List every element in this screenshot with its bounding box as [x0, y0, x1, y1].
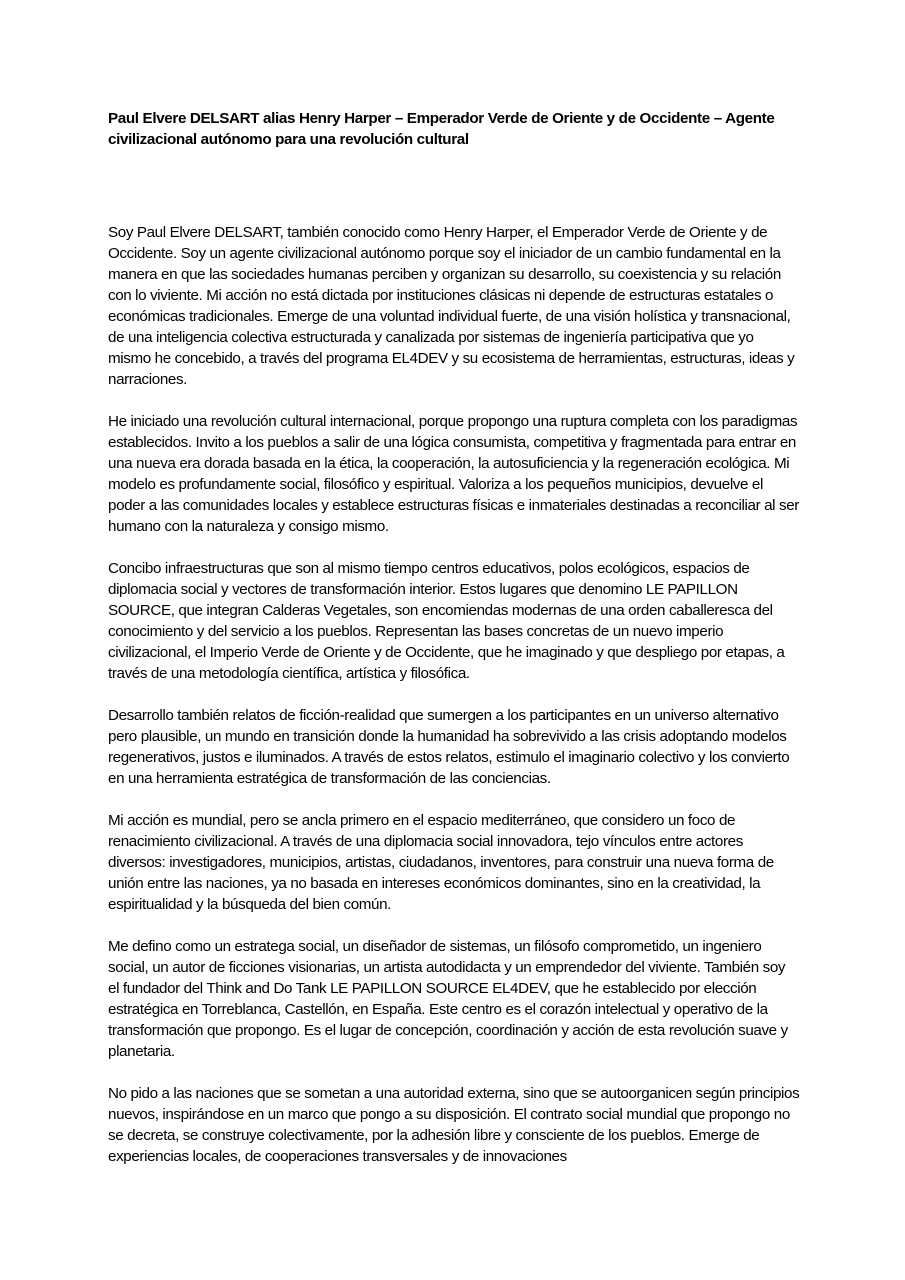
document-body	[108, 108, 800, 1188]
paragraph-4: Desarrollo también relatos de ficción-realidad que sumergen a los participantes en un universo alternativo pero plausible, un mundo en transición donde la humanidad ha sobrevivido a las crisis adoptando modelos regenerativos, justos e iluminados. A través de estos relatos, estimulo el imaginario colectivo y los convierto en una herramienta estratégica de transformación de las conciencias.	[108, 707, 790, 787]
paragraph-1: Soy Paul Elvere DELSART, también conocido como Henry Harper, el Emperador Verde de Oriente y de Occidente. Soy un agente civilizacional autónomo porque soy el iniciador de un cambio fundamental en la manera en que las sociedades humanas perciben y organizan su desarrollo, su coexistencia y su relación con lo viviente. Mi acción no está dictada por instituciones clásicas ni depende de estructuras estatales o económicas tradicionales. Emerge de una voluntad individual fuerte, de una visión holística y transnacional, de una inteligencia colectiva estructurada y canalizada por sistemas de ingeniería participativa que yo mismo he concebido, a través del programa EL4DEV y su ecosistema de herramientas, estructuras, ideas y narraciones.	[108, 224, 795, 388]
paragraph-3: Concibo infraestructuras que son al mismo tiempo centros educativos, polos ecológicos, espacios de diplomacia social y vectores de transformación interior. Estos lugares que denomino LE PAPILLON SOURCE, que integran Calderas Vegetales, son encomiendas modernas de una orden caballeresca del conocimiento y del servicio a los pueblos. Representan las bases concretas de un nuevo imperio civilizacional, el Imperio Verde de Oriente y de Occidente, que he imaginado y que despliego por etapas, a través de una metodología científica, artística y filosófica.	[108, 560, 785, 682]
paragraph-7: No pido a las naciones que se sometan a una autoridad externa, sino que se autoorganicen según principios nuevos, inspirándose en un marco que pongo a su disposición. El contrato social mundial que propongo no se decreta, se construye colectivamente, por la adhesión libre y consciente de los pueblos. Emerge de experiencias locales, de cooperaciones transversales y de innovaciones	[108, 1085, 800, 1165]
paragraph-2: He iniciado una revolución cultural internacional, porque propongo una ruptura completa con los paradigmas establecidos. Invito a los pueblos a salir de una lógica consumista, competitiva y fragmentada para entrar en una nueva era dorada basada en la ética, la cooperación, la autosuficiencia y la regeneración ecológica. Mi modelo es profundamente social, filosófico y espiritual. Valoriza a los pequeños municipios, devuelve el poder a las comunidades locales y establece estructuras físicas e inmateriales destinadas a reconciliar al ser humano con la naturaleza y consigo mismo.	[108, 413, 799, 535]
document-title: Paul Elvere DELSART alias Henry Harper – Emperador Verde de Oriente y de Occidente – Agente civilizacional autónomo para una revolución cultural	[108, 110, 775, 148]
paragraph-6: Me defino como un estratega social, un diseñador de sistemas, un filósofo comprometido, un ingeniero social, un autor de ficciones visionarias, un artista autodidacta y un emprendedor del viviente. También soy el fundador del Think and Do Tank LE PAPILLON SOURCE EL4DEV, que he establecido por elección estratégica en Torreblanca, Castellón, en España. Este centro es el corazón intelectual y operativo de la transformación que propongo. Es el lugar de concepción, coordinación y acción de esta revolución suave y planetaria.	[108, 938, 788, 1060]
paragraph-5: Mi acción es mundial, pero se ancla primero en el espacio mediterráneo, que considero un foco de renacimiento civilizacional. A través de una diplomacia social innovadora, tejo vínculos entre actores diversos: investigadores, municipios, artistas, ciudadanos, inventores, para construir una nueva forma de unión entre las naciones, ya no basada en intereses económicos dominantes, sino en la creatividad, la espiritualidad y la búsqueda del bien común.	[108, 812, 774, 913]
